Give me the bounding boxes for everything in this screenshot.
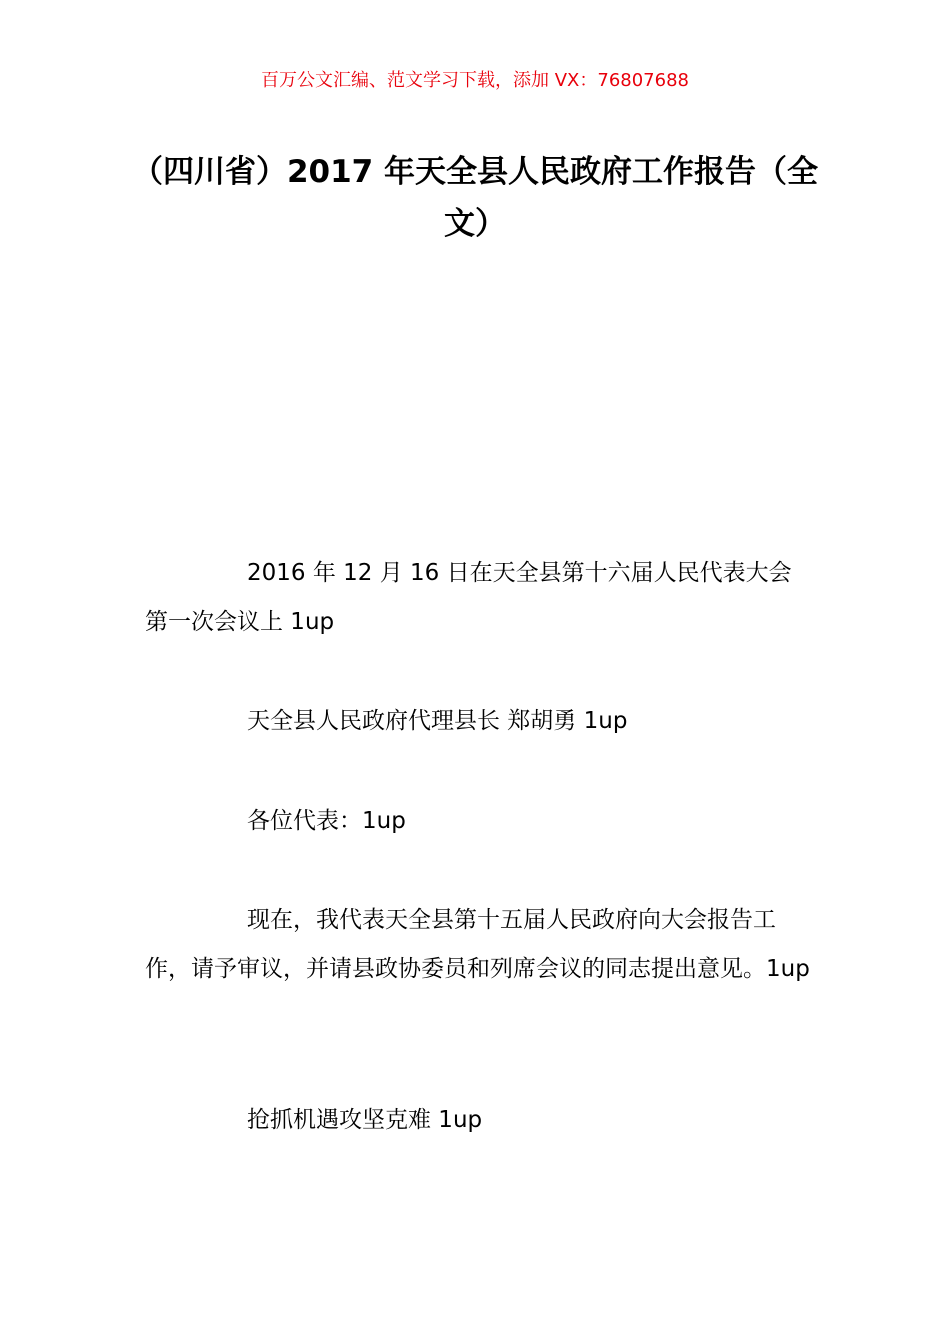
document-title: （四川省）2017 年天全县人民政府工作报告（全文） [131,154,819,242]
section-heading: 抢抓机遇攻坚克难 1up [247,1107,483,1133]
paragraph-meeting-info: 2016 年 12 月 16 日在天全县第十六届人民代表大会第一次会议上 1up [145,560,792,635]
paragraph-intro: 现在，我代表天全县第十五届人民政府向大会报告工作，请予审议，并请县政协委员和列席会议的同志提出意见。1up [145,907,810,982]
watermark-text: 百万公文汇编、范文学习下载，添加 VX：76807688 [261,70,689,91]
paragraph-salutation: 各位代表：1up [247,808,406,834]
paragraph-speaker: 天全县人民政府代理县长 郑胡勇 1up [247,708,628,734]
